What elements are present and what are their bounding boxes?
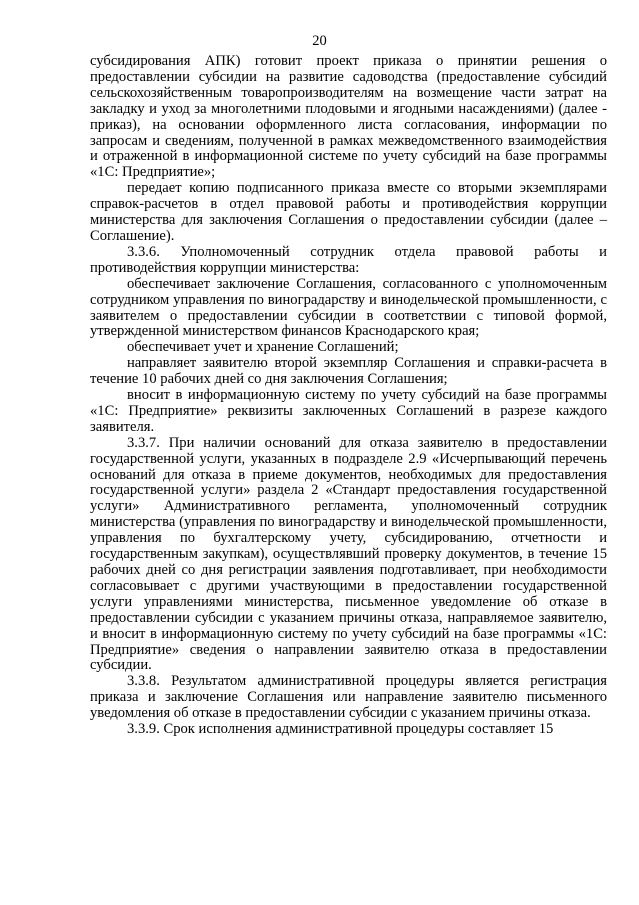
- page-number: 20: [312, 33, 327, 49]
- paragraph-subsidy-order: субсидирования АПК) готовит проект приказа о принятии решения о предоставлении субсидии на развитие садоводства (предоставление субсидий сельскохозяйственным товаропроизводителям на возмещение части затрат на закладку и уход за многолетними плодовыми и ягодными насаждениями) (далее - приказ), на основании оформленного листа согласования, информации по запросам и сведениям, полученной в рамках межведомственного взаимодействия и отраженной в информационной системе по учету субсидий на базе программы «1С: Предприятие»;: [90, 53, 607, 181]
- paragraph-enter-details: вносит в информационную систему по учету субсидий на базе программы «1С: Предприятие» реквизиты заключенных Соглашений в разрезе каждого заявителя.: [90, 387, 607, 435]
- paragraph-ensure-storage: обеспечивает учет и хранение Соглашений;: [127, 339, 399, 356]
- paragraph-send-copy: направляет заявителю второй экземпляр Соглашения и справки-расчета в течение 10 рабочих дней со дня заключения Соглашения;: [90, 355, 607, 388]
- document-body: [90, 54, 607, 738]
- paragraph-3-3-9: 3.3.9. Срок исполнения административной процедуры составляет 15: [127, 721, 554, 738]
- paragraph-3-3-7: 3.3.7. При наличии оснований для отказа заявителю в предоставлении государственной услуги, указанных в подразделе 2.9 «Исчерпывающий перечень оснований для отказа в приеме документов, необходимых для предоставления государственной услуги» раздела 2 «Стандарт предоставления государственной услуги» Административного регламента, уполномоченный сотрудник министерства (управления по виноградарству и винодельческой промышленности, управления по бухгалтерскому учету, субсидированию, отчетности и государственным закупкам), осуществлявший проверку документов, в течение 15 рабочих дней со дня регистрации заявления подготавливает, при необходимости согласовывает с другими участвующими в предоставлении государственной услуги управлениями министерства, письменное уведомление об отказе в предоставлении субсидии с указанием причины отказа, направляемое заявителю, и вносит в информационную систему по учету субсидий на базе программы «1С: Предприятие» сведения о направлении заявителю отказа в предоставлении субсидии.: [90, 434, 607, 674]
- paragraph-3-3-6: 3.3.6. Уполномоченный сотрудник отдела правовой работы и противодействия коррупции министерства:: [90, 243, 607, 276]
- paragraph-transfer-copy: передает копию подписанного приказа вместе со вторыми экземплярами справок-расчетов в отдел правовой работы и противодействия коррупции министерства для заключения Соглашения о предоставлении субсидии (далее – Соглашение).: [90, 180, 607, 244]
- paragraph-ensure-agreement: обеспечивает заключение Соглашения, согласованного с уполномоченным сотрудником управления по виноградарству и винодельческой промышленности, с заявителем о предоставлении субсидии в соответствии с типовой формой, утвержденной министерством финансов Краснодарского края;: [90, 275, 607, 340]
- paragraph-3-3-8: 3.3.8. Результатом административной процедуры является регистрация приказа и заключение Соглашения или направление заявителю письменного уведомления об отказе в предоставлении субсидии с указанием причины отказа.: [90, 673, 607, 722]
